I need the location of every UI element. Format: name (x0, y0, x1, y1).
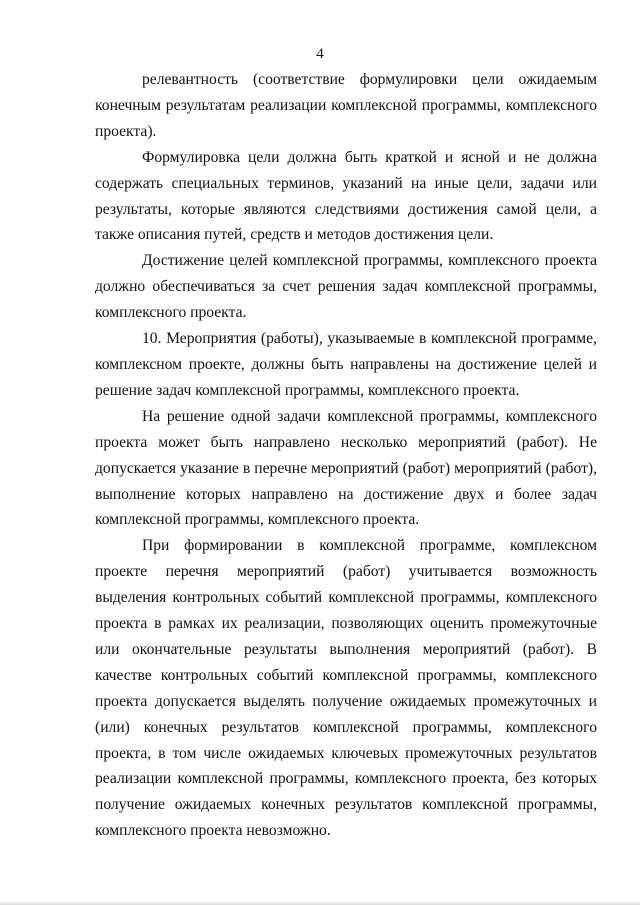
paragraph-control-events: При формировании в комплексной программе, комплексном проекте перечня мероприятий (работ) учитывается возможность выделения контрольных событий комплексной программы, комплексного проекта в рамках их реализации, позволяющих оценить промежуточные или окончательные результаты выполнения мероприятий (работ). В качестве контрольных событий комплексной программы, комплексного проекта допускается выделять получение ожидаемых промежуточных и (или) конечных результатов комплексной программы, комплексного проекта, в том числе ожидаемых ключевых промежуточных результатов реализации комплексной программы, комплексного проекта, без которых получение ожидаемых конечных результатов комплексной программы, комплексного проекта невозможно. (95, 537, 597, 840)
paragraph-goal-achievement: Достижение целей комплексной программы, комплексного проекта должно обеспечиваться за счет решения задач комплексной программы, комплексного проекта. (95, 252, 597, 322)
paragraph-item-10-activities: 10. Мероприятия (работы), указываемые в комплексной программе, комплексном проекте, должны быть направлены на достижение целей и решение задач комплексной программы, комплексного проекта. (95, 330, 597, 399)
paragraph-goal-wording: Формулировка цели должна быть краткой и ясной и не должна содержать специальных терминов, указаний на иные цели, задачи или результаты, которые являются следствиями достижения самой цели, а также описания путей, средств и методов достижения цели. (95, 148, 597, 244)
paragraph-relevance: релевантность (соответствие формулировки цели ожидаемым конечным результатам реализации комплексной программы, комплексного проекта). (95, 71, 597, 140)
document-body (95, 67, 597, 844)
scan-bottom-edge (0, 901, 640, 905)
page-number: 4 (316, 46, 324, 62)
paragraph-task-activities: На решение одной задачи комплексной программы, комплексного проекта может быть направлено несколько мероприятий (работ). Не допускается указание в перечне мероприятий (работ) мероприятий (работ), выполнение которых направлено на достижение двух и более задач комплексной программы, комплексного проекта. (95, 407, 597, 529)
